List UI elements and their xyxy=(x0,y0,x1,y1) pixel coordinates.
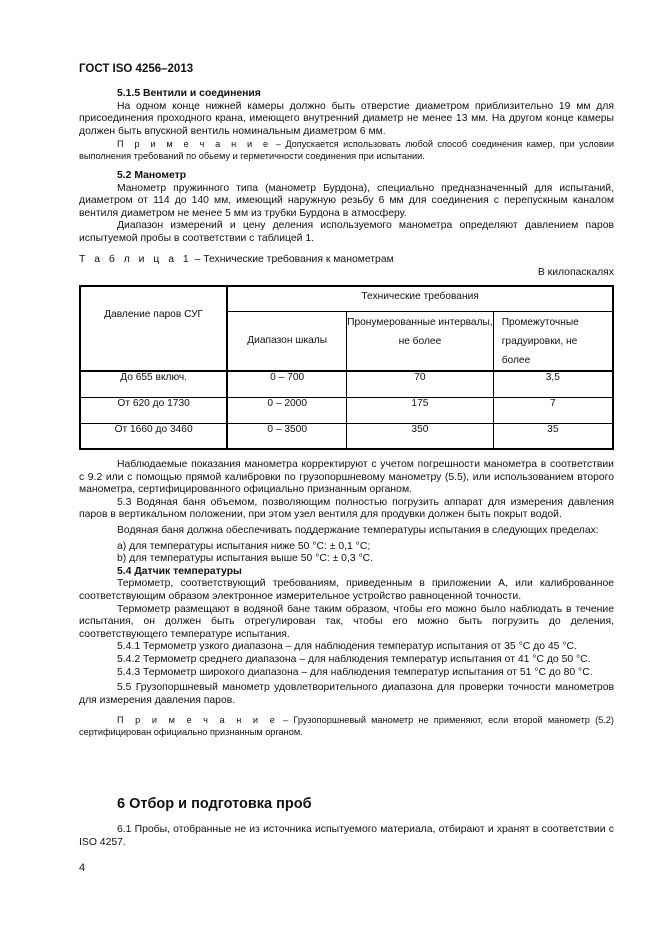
section-title-5-4: 5.4 Датчик температуры xyxy=(117,565,242,577)
paragraph: Термометр, соответствующий требованиям, приведенным в приложении А, или калиброванное соответствующим образом электронное измерительное устройство равноценной точности. xyxy=(79,578,614,602)
note-label: П р и м е ч а н и е xyxy=(117,139,272,150)
note-text: – Допускается использовать любой способ соединения камер, при условии выполнения требований по обьему и герметичности соединения при испытании. xyxy=(79,139,614,162)
note-label: П р и м е ч а н и е xyxy=(117,715,278,726)
document-header: ГОСТ ISO 4256–2013 xyxy=(79,63,194,75)
paragraph-5-3: 5.3 Водяная баня объемом, позволяющим полностью погрузить аппарат для измерения давления паров в вертикальном положении, при этом узел вентиля для продувки должен быть покрыт водой. xyxy=(79,496,614,521)
table-row: От 620 до 1730 0 – 2000 175 7 xyxy=(80,397,613,423)
list-item-a: a) для температуры испытания ниже 50 °C: ± 0,1 °C; xyxy=(117,540,371,552)
section-5-2 xyxy=(79,170,614,246)
caption-label: Т а б л и ц а 1 xyxy=(79,254,192,265)
paragraph: Водяная баня должна обеспечивать поддержание температуры испытания в следующих пределах: xyxy=(117,524,599,536)
paragraph-5-4-2: 5.4.2 Термометр среднего диапазона – для наблюдения температур испытания от 41 °C до 50 °C. xyxy=(117,653,591,665)
table-caption xyxy=(79,254,614,267)
paragraph: На одном конце нижней камеры должно быть отверстие диаметром приблизительно 19 мм для присоединения проходного крана, имеющего внутренний диаметр не менее 13 мм. На другом конце камеры должен быть впускной вентиль номинальным диаметром 6 мм. xyxy=(79,100,614,137)
section-title: 5.1.5 Вентили и соединения xyxy=(117,88,261,99)
paragraph: Манометр пружинного типа (манометр Бурдона), специально предназначенный для испытаний, диаметром от 114 до 140 мм, имеющий наружную резьбу 6 мм для соединения с перепускным каналом вентиля диаметром не менее 5 мм из трубки Бурдона в атмосферу. xyxy=(79,182,614,219)
section-heading: 6 Отбор и подготовка проб xyxy=(117,796,312,812)
table-row: До 655 включ. 0 – 700 70 3,5 xyxy=(80,371,613,397)
page-number: 4 xyxy=(79,862,86,874)
paragraph: Диапазон измерений и цену деления используемого манометра определяют давлением паров испытуемой пробы в соответствии с таблицей 1. xyxy=(79,220,614,244)
header-tech-requirements: Технические требования xyxy=(227,286,613,311)
header-graduations: Промежуточные градуировки, не более xyxy=(493,311,613,371)
table-1 xyxy=(79,285,614,450)
header-scale-range: Диапазон шкалы xyxy=(227,311,346,371)
header-pressure: Давление паров СУГ xyxy=(80,286,227,371)
table-units: В килопаскалях xyxy=(537,267,614,278)
list-item-b: b) для температуры испытания выше 50 °C: ± 0,3 °C. xyxy=(117,553,374,565)
paragraph-5-5: 5.5 Грузопоршневый манометр удовлетворительного диапазона для проверки точности манометров для измерения давления паров. xyxy=(79,682,614,706)
section-title: 5.2 Манометр xyxy=(117,170,187,181)
caption-text: – Технические требования к манометрам xyxy=(191,254,394,265)
note-text: – Грузопоршневый манометр не применяют, если второй манометр (5.2) сертифицирован официально признанным органом. xyxy=(79,715,614,738)
section-5-1-5 xyxy=(79,88,614,162)
note xyxy=(79,138,614,162)
paragraph: Термометр размещают в водяной бане таким образом, чтобы его можно было наблюдать в течение испытания, он должен быть отрегулирован так, чтобы его можно быть погрузить до деления, соответствующего температуре испытания. xyxy=(79,603,614,640)
note xyxy=(79,714,614,738)
paragraph-5-4-3: 5.4.3 Термометр широкого диапазона – для наблюдения температур испытания от 51 °C до 80 °C. xyxy=(117,666,593,678)
paragraph: Наблюдаемые показания манометра корректируют с учетом погрешности манометра в соответствии с 9.2 или с помощью прямой калибровки по грузопоршневому манометру (5.5), или использованием второго манометра, сертифицированного официально признанным органом. xyxy=(79,459,614,496)
section-6 xyxy=(79,796,614,849)
table-row: От 1660 до 3460 0 – 3500 350 35 xyxy=(80,423,613,449)
paragraph: 6.1 Пробы, отобранные не из источника испытуемого материала, отбирают и хранят в соответствии с ISO 4257. xyxy=(79,824,614,848)
header-numbered-intervals: Пронумерованные интервалы, не более xyxy=(347,311,494,371)
paragraph-5-4-1: 5.4.1 Термометр узкого диапазона – для наблюдения температур испытания от 35 °C до 45 °C. xyxy=(117,641,577,653)
section-after-table xyxy=(79,459,614,738)
